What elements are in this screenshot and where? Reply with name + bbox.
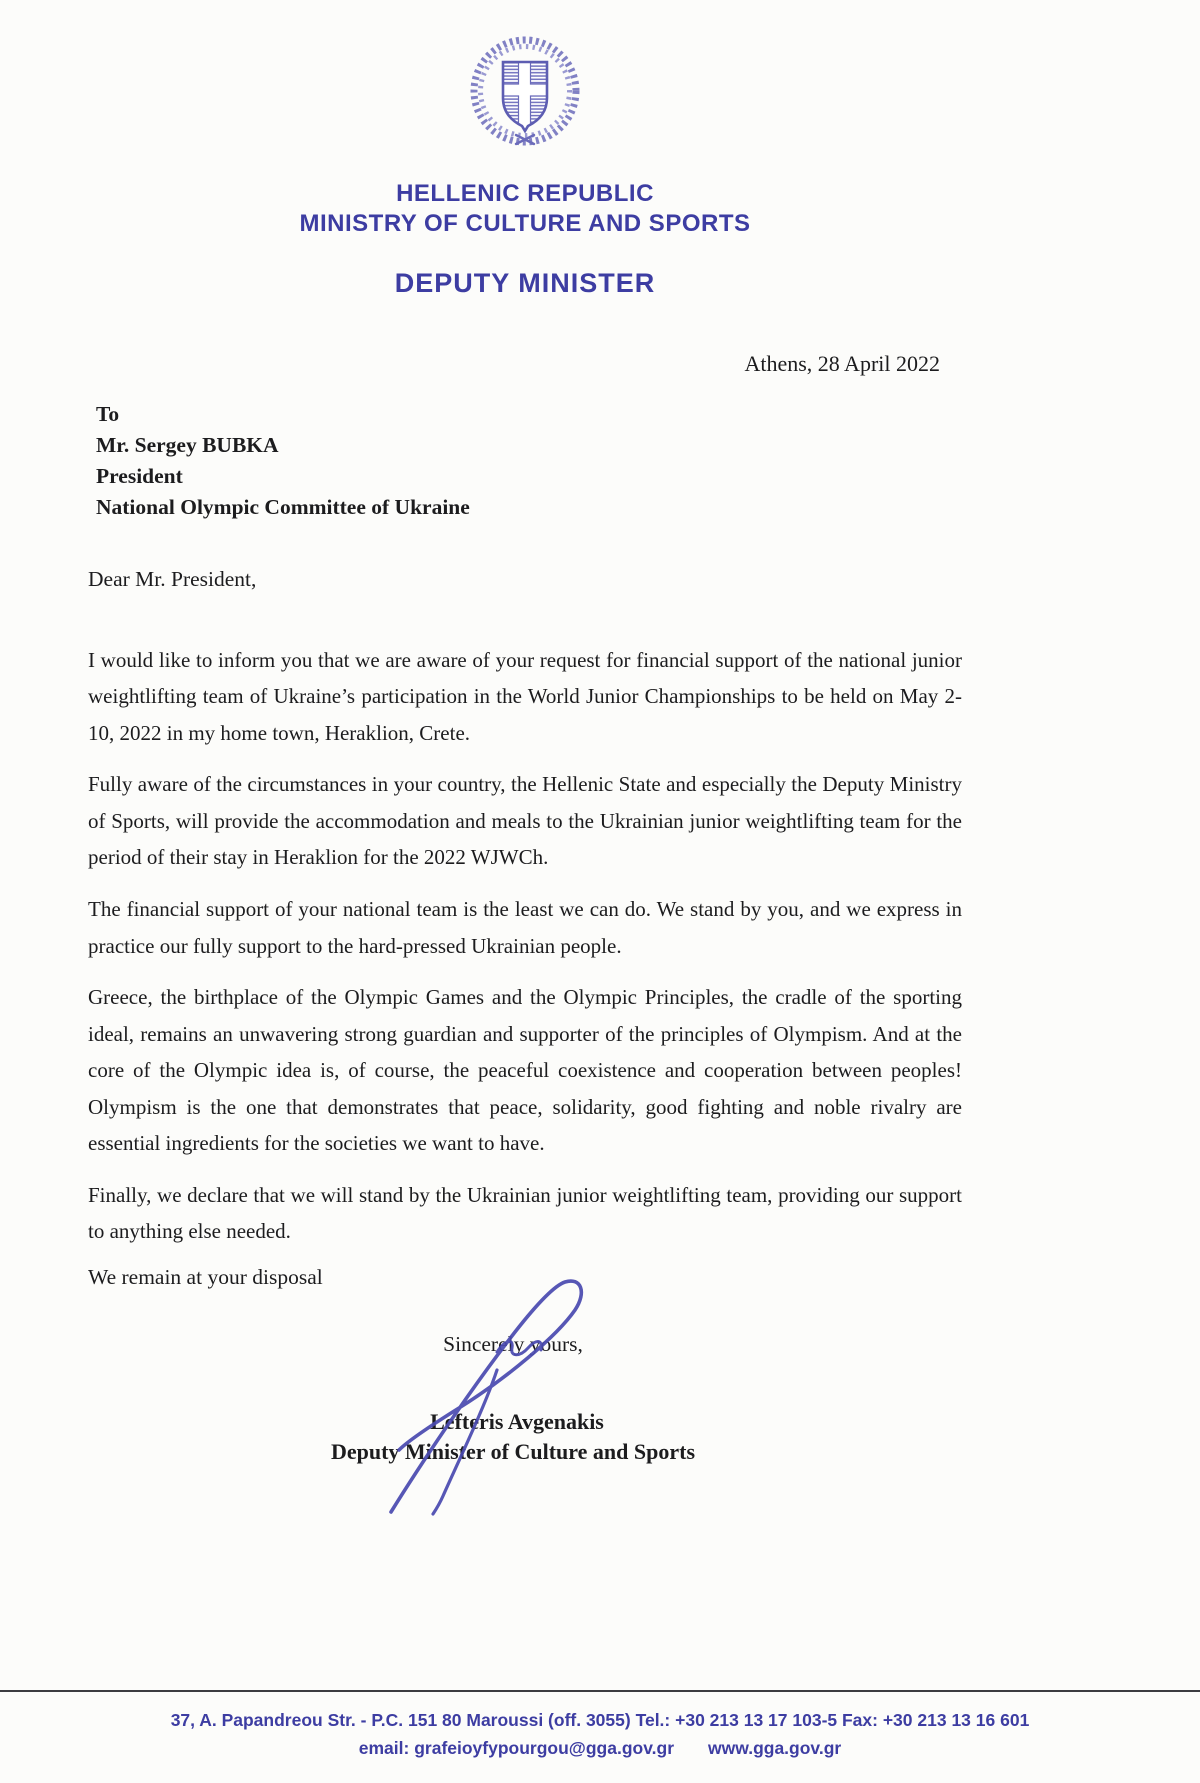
body-paragraph: The financial support of your national team is the least we can do. We stand by you, and we express in practice our fully support to the hard-pressed Ukrainian people. — [88, 897, 962, 958]
valediction: Sincerely yours, — [443, 1331, 583, 1356]
signature-block — [88, 1332, 962, 1465]
recipient-organization: National Olympic Committee of Ukraine — [96, 494, 470, 519]
body-paragraph: I would like to inform you that we are aware of your request for financial support of the national junior weightlifting team of Ukraine’s participation in the World Junior Championships to be held on May 2-10, 2022 in my home town, Heraklion, Crete. — [88, 647, 962, 745]
handwritten-signature-icon — [347, 1274, 677, 1534]
recipient-to: To — [96, 402, 120, 426]
footer-address: 37, A. Papandreou Str. - P.C. 151 80 Maroussi (off. 3055) Tel.: +30 213 13 17 103-5 Fax: +30 213 13 16 601 — [170, 1710, 1030, 1730]
letter-footer — [0, 1690, 1200, 1759]
signatory-name: Lefteris Avgenakis — [430, 1408, 604, 1434]
recipient-name: Mr. Sergey BUBKA — [96, 432, 279, 457]
letterhead-republic: HELLENIC REPUBLIC — [396, 180, 654, 207]
footer-website: www.gga.gov.gr — [708, 1738, 842, 1758]
letter-content — [88, 0, 962, 1465]
footer-divider — [0, 1690, 1200, 1692]
signatory-title: Deputy Minister of Culture and Sports — [330, 1438, 696, 1464]
footer-contacts — [0, 1738, 1200, 1759]
closing-line: We remain at your disposal — [88, 1264, 323, 1289]
letterhead-ministry: MINISTRY OF CULTURE AND SPORTS — [299, 210, 751, 237]
recipient-block — [88, 399, 962, 523]
salutation: Dear Mr. President, — [88, 566, 257, 591]
footer-email: email: grafeioyfypourgou@gga.gov.gr — [358, 1738, 675, 1758]
body-paragraph: Finally, we declare that we will stand by the Ukrainian junior weightlifting team, providing our support to anything else needed. — [88, 1182, 962, 1244]
recipient-title: President — [96, 463, 183, 488]
date-line: Athens, 28 April 2022 — [744, 351, 940, 376]
body-paragraph: Fully aware of the circumstances in your country, the Hellenic State and especially the Deputy Ministry of Sports, will provide the accommodation and meals to the Ukrainian junior weightlifting team for the period of their stay in Heraklion for the 2022 WJWCh. — [88, 772, 962, 870]
body-paragraph: Greece, the birthplace of the Olympic Games and the Olympic Principles, the cradle of the sporting ideal, remains an unwavering strong guardian and supporter of the principles of Olympism. And at the core of the Olympic idea is, of course, the peaceful coexistence and cooperation between peoples! Olympism is the one that demonstrates that peace, solidarity, good fighting and noble rivalry are essential ingredients for the societies we want to have. — [88, 985, 962, 1156]
greek-coat-of-arms-icon — [464, 32, 586, 152]
letter-body — [88, 642, 962, 1250]
letterhead-deputy-minister: DEPUTY MINISTER — [394, 268, 656, 298]
